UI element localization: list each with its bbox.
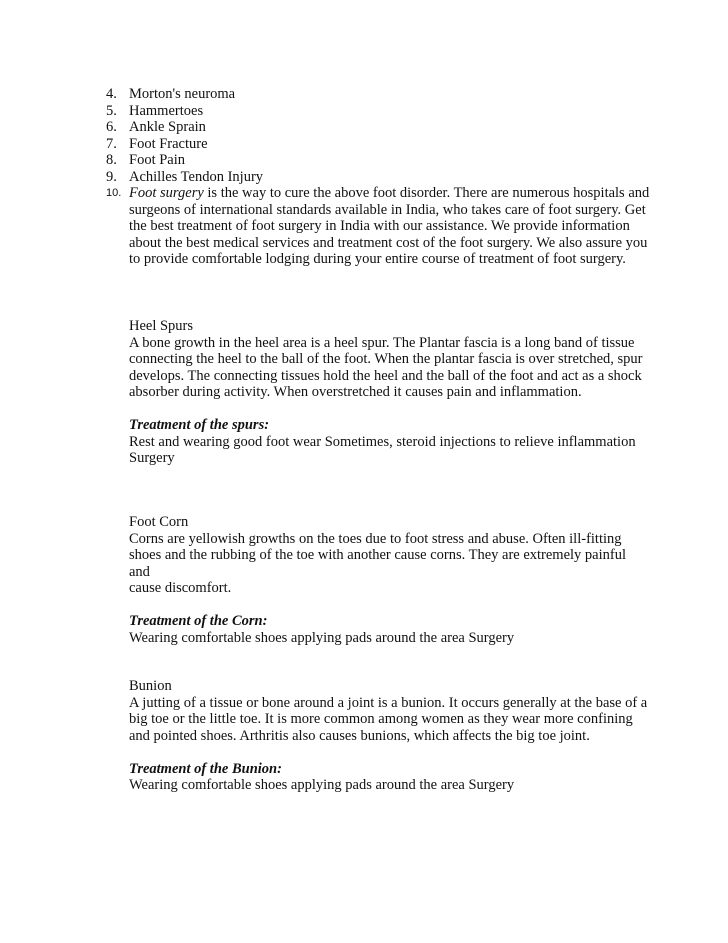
list-number: 8. — [106, 152, 117, 168]
paragraph-line: Surgery — [129, 450, 175, 466]
section-bunion — [129, 678, 649, 794]
paragraph-line: the best treatment of foot surgery in India with our assistance. We provide information — [129, 218, 630, 234]
list-text — [129, 185, 651, 202]
list-text: Hammertoes — [129, 102, 204, 119]
list-item — [106, 136, 651, 153]
paragraph-line: Rest and wearing good foot wear Sometimes, steroid injections to relieve inflammation — [129, 433, 636, 450]
paragraph-line: Corns are yellowish growths on the toes due to foot stress and abuse. Often ill-fitting — [129, 530, 622, 547]
list-number: 7. — [106, 135, 117, 152]
section-heading: Heel Spurs — [129, 318, 194, 334]
list-item — [106, 119, 651, 136]
paragraph-line: is the way to cure the above foot disorder. There are numerous hospitals and — [203, 185, 650, 201]
foot-surgery-term: Foot surgery — [129, 185, 204, 201]
list-item — [106, 169, 651, 186]
section-heading: Bunion — [129, 678, 172, 694]
treatment-title: Treatment of the spurs: — [129, 417, 270, 433]
paragraph-line: shoes and the rubbing of the toe with another cause corns. They are extremely painful and — [129, 547, 627, 580]
treatment-title: Treatment of the Bunion: — [129, 760, 282, 777]
paragraph-line: absorber during activity. When overstretched it causes pain and inflammation. — [129, 384, 582, 400]
paragraph-line: surgeons of international standards available in India, who takes care of foot surgery. Get — [129, 201, 646, 218]
paragraph-line: cause discomfort. — [129, 580, 232, 596]
section-heading: Foot Corn — [129, 514, 189, 530]
list-number: 10. — [106, 187, 122, 199]
list-item — [106, 103, 651, 120]
paragraph-line: big toe or the little toe. It is more common among women as they wear more confining — [129, 711, 633, 727]
paragraph-line: connecting the heel to the ball of the foot. When the plantar fascia is over stretched, spur — [129, 351, 643, 367]
list-item — [106, 152, 651, 169]
paragraph-line: about the best medical services and treatment cost of the foot surgery. We also assure you — [129, 234, 648, 251]
paragraph-line: and pointed shoes. Arthritis also causes bunions, which affects the big toe joint. — [129, 727, 590, 744]
section-foot-corn — [129, 514, 649, 646]
paragraph-line: Wearing comfortable shoes applying pads around the area Surgery — [129, 777, 515, 793]
paragraph-line: to provide comfortable lodging during your entire course of treatment of foot surgery. — [129, 251, 626, 267]
list-text: Foot Fracture — [129, 135, 208, 152]
list-number: 5. — [106, 102, 117, 119]
list-text: Morton's neuroma — [129, 86, 236, 102]
paragraph-line: A bone growth in the heel area is a heel spur. The Plantar fascia is a long band of tissue — [129, 334, 635, 351]
list-number: 9. — [106, 168, 117, 185]
list-text: Foot Pain — [129, 152, 185, 168]
paragraph-line: Wearing comfortable shoes applying pads around the area Surgery — [129, 629, 515, 646]
list-item — [106, 86, 651, 103]
list-number: 4. — [106, 86, 117, 102]
treatment-title: Treatment of the Corn: — [129, 613, 268, 629]
section-heel-spurs — [129, 318, 649, 467]
conditions-list — [106, 86, 651, 268]
paragraph-line: A jutting of a tissue or bone around a joint is a bunion. It occurs generally at the base of a — [129, 694, 648, 711]
list-item-foot-surgery — [106, 185, 651, 268]
list-number: 6. — [106, 119, 117, 135]
paragraph-line: develops. The connecting tissues hold the heel and the ball of the foot and act as a shock — [129, 367, 642, 384]
list-text: Ankle Sprain — [129, 119, 206, 135]
list-text: Achilles Tendon Injury — [129, 168, 264, 185]
